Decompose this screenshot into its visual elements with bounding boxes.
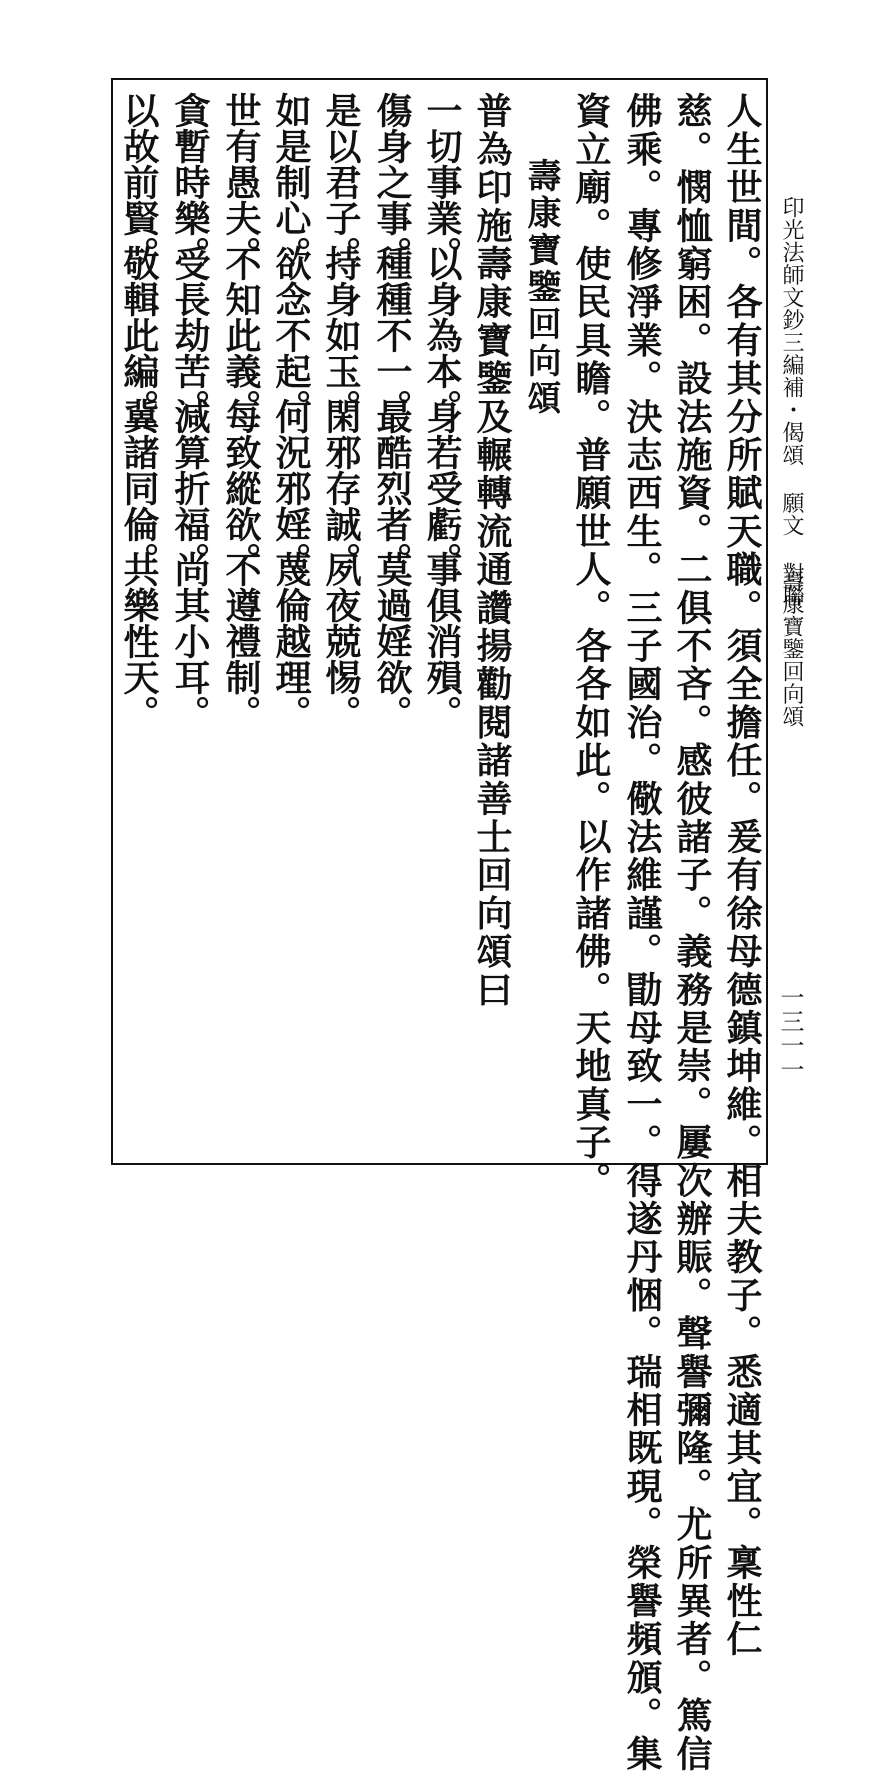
gatha-line-2-phrase-3: 最酷烈者。	[371, 398, 413, 578]
gatha-line-5-phrase-1: 世有愚夫。	[220, 92, 262, 272]
gatha-line-4-phrase-4: 蔑倫越理。	[270, 551, 312, 731]
page-number: 一三一一	[776, 985, 804, 1081]
poem-title: 壽康寶鑒回向頌	[521, 158, 561, 417]
gatha-line-1-phrase-4: 事俱消殞。	[421, 551, 463, 731]
running-title: 印光法師文鈔三編補・偈頌 願文 對聯	[779, 196, 804, 607]
preface-line-4: 資立廟。使民具瞻。普願世人。各各如此。以作諸佛。天地真子。	[570, 92, 612, 1200]
gatha-line-7-phrase-3: 冀諸同倫。	[118, 398, 160, 578]
gatha-line-6-phrase-2: 受長劫苦。	[169, 245, 211, 425]
preface-line-1: 人生世間。各有其分所賦天職。須全擔任。爰有徐母德鎮坤維。相夫教子。悉適其宜。稟性仁	[721, 92, 763, 1659]
gatha-line-5-phrase-3: 每致縱欲。	[220, 398, 262, 578]
gatha-line-3-phrase-2: 持身如玉。	[320, 245, 362, 425]
poem-intro: 普為印施壽康寶鑒及輾轉流通讚揚勸閱諸善士回向頌曰	[471, 92, 513, 1009]
gatha-line-7-phrase-1: 以故前賢。	[118, 92, 160, 272]
section-title-margin: 壽康寶鑒回向頌	[779, 570, 804, 728]
gatha-line-7-phrase-4: 共樂性天。	[118, 551, 160, 731]
gatha-line-1-phrase-1: 一切事業。	[421, 92, 463, 272]
gatha-line-4-phrase-3: 何況邪婬。	[270, 398, 312, 578]
gatha-line-3-phrase-4: 夙夜兢惕。	[320, 551, 362, 731]
gatha-line-5-phrase-4: 不遵禮制。	[220, 551, 262, 731]
gatha-line-6-phrase-4: 尚其小耳。	[169, 551, 211, 731]
gatha-line-1-phrase-2: 以身為本。	[421, 245, 463, 425]
gatha-line-2-phrase-4: 莫過婬欲。	[371, 551, 413, 731]
gatha-line-6-phrase-1: 貪暫時樂。	[169, 92, 211, 272]
preface-line-2: 慈。憫恤窮困。設法施資。二俱不吝。感彼諸子。義務是崇。屢次辦賑。聲譽彌隆。尤所異者。篤信	[671, 92, 713, 1773]
gatha-line-6-phrase-3: 減算折福。	[169, 398, 211, 578]
gatha-line-2-phrase-1: 傷身之事。	[371, 92, 413, 272]
gatha-line-5-phrase-2: 不知此義。	[220, 245, 262, 425]
gatha-line-4-phrase-2: 欲念不起。	[270, 245, 312, 425]
gatha-line-3-phrase-1: 是以君子。	[320, 92, 362, 272]
gatha-line-2-phrase-2: 種種不一。	[371, 245, 413, 425]
preface-line-3: 佛乘。專修淨業。決志西生。三子國治。儆法維謹。勖母致一。得遂丹悃。瑞相既現。榮譽頻頒。集	[621, 92, 663, 1773]
gatha-line-1-phrase-3: 身若受虧。	[421, 398, 463, 578]
gatha-line-3-phrase-3: 閑邪存誠。	[320, 398, 362, 578]
gatha-line-7-phrase-2: 敬輯此編。	[118, 245, 160, 425]
gatha-line-4-phrase-1: 如是制心。	[270, 92, 312, 272]
